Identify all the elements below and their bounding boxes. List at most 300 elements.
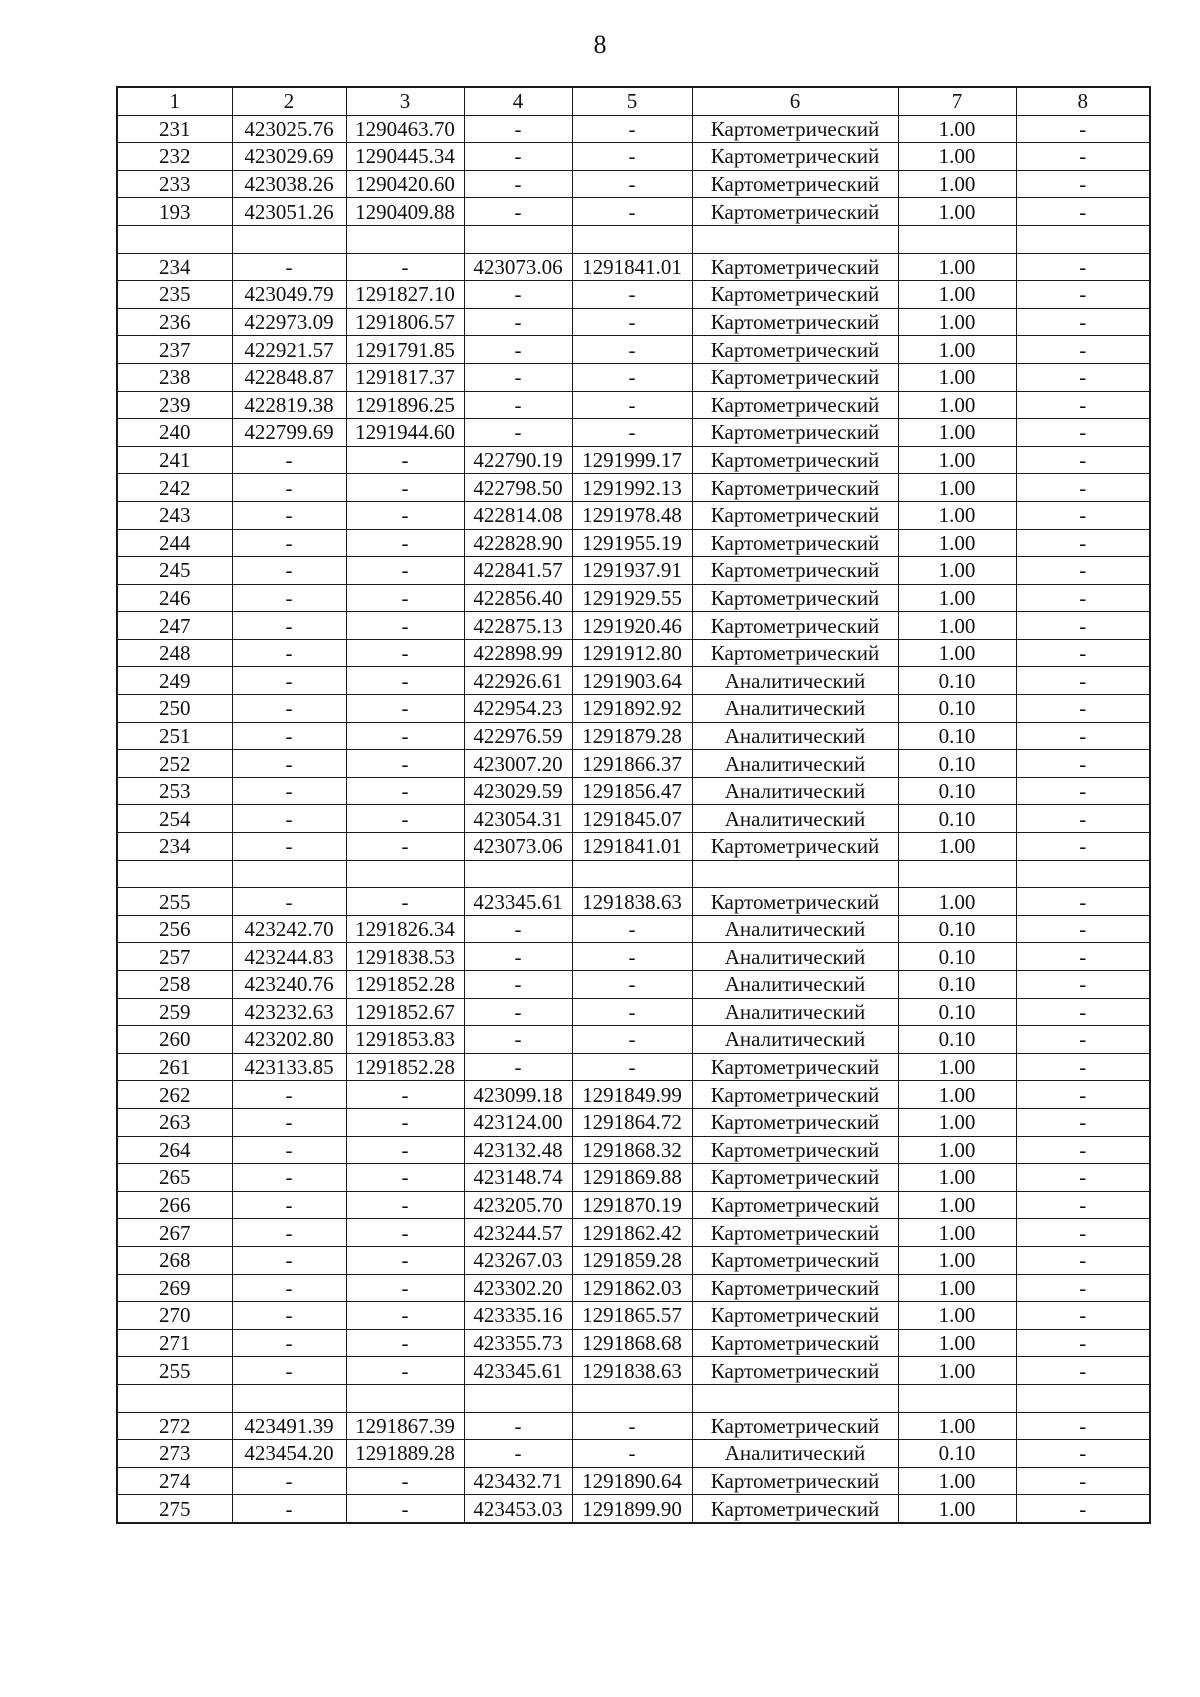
- table-cell: 423202.80: [232, 1026, 346, 1054]
- table-cell: 1.00: [898, 833, 1016, 861]
- table-cell: [898, 1384, 1016, 1412]
- table-row: [117, 115, 1150, 143]
- header-row: [117, 87, 1150, 115]
- table-cell: 1291955.19: [572, 529, 692, 557]
- table-cell: 243: [117, 501, 232, 529]
- table-cell: Картометрический: [692, 115, 898, 143]
- table-cell: 1291868.68: [572, 1329, 692, 1357]
- table-cell: Аналитический: [692, 915, 898, 943]
- table-cell: -: [1016, 1026, 1150, 1054]
- table-cell: Аналитический: [692, 667, 898, 695]
- table-cell: -: [1016, 308, 1150, 336]
- table-cell: -: [346, 557, 464, 585]
- table-cell: [898, 225, 1016, 253]
- table-row: [117, 805, 1150, 833]
- table-cell: -: [572, 281, 692, 309]
- table-cell: -: [1016, 336, 1150, 364]
- table-cell: -: [1016, 1302, 1150, 1330]
- table-row: [117, 915, 1150, 943]
- table-cell: 1.00: [898, 1495, 1016, 1523]
- table-cell: 1291853.83: [346, 1026, 464, 1054]
- table-row: [117, 1081, 1150, 1109]
- table-cell: 0.10: [898, 943, 1016, 971]
- table-row: [117, 750, 1150, 778]
- table-row: [117, 833, 1150, 861]
- table-cell: 263: [117, 1108, 232, 1136]
- table-cell: -: [346, 1357, 464, 1385]
- table-cell: Аналитический: [692, 722, 898, 750]
- table-cell: -: [1016, 1136, 1150, 1164]
- table-cell: -: [1016, 998, 1150, 1026]
- table-cell: 1291868.32: [572, 1136, 692, 1164]
- table-cell: -: [464, 391, 572, 419]
- table-cell: -: [346, 529, 464, 557]
- table-cell: Аналитический: [692, 943, 898, 971]
- table-cell: 1291826.34: [346, 915, 464, 943]
- table-cell: -: [232, 1191, 346, 1219]
- table-cell: Картометрический: [692, 446, 898, 474]
- table-cell: 1290409.88: [346, 198, 464, 226]
- table-cell: 1291920.46: [572, 612, 692, 640]
- table-cell: Картометрический: [692, 170, 898, 198]
- table-cell: -: [232, 1274, 346, 1302]
- table-cell: 255: [117, 888, 232, 916]
- table-cell: -: [1016, 695, 1150, 723]
- table-cell: 254: [117, 805, 232, 833]
- table-cell: 268: [117, 1246, 232, 1274]
- table-cell: 0.10: [898, 1026, 1016, 1054]
- table-row: [117, 253, 1150, 281]
- table-row: [117, 612, 1150, 640]
- table-cell: 239: [117, 391, 232, 419]
- table-cell: 422976.59: [464, 722, 572, 750]
- table-cell: -: [346, 1302, 464, 1330]
- table-cell: -: [346, 888, 464, 916]
- table-cell: 272: [117, 1412, 232, 1440]
- table-cell: 1.00: [898, 557, 1016, 585]
- table-cell: 247: [117, 612, 232, 640]
- table-cell: 1291862.03: [572, 1274, 692, 1302]
- table-cell: -: [572, 1053, 692, 1081]
- table-cell: 266: [117, 1191, 232, 1219]
- table-row: [117, 1467, 1150, 1495]
- table-cell: -: [346, 1136, 464, 1164]
- table-cell: -: [572, 308, 692, 336]
- table-cell: -: [346, 1219, 464, 1247]
- table-cell: Картометрический: [692, 1274, 898, 1302]
- table-cell: -: [346, 446, 464, 474]
- column-header: 2: [232, 87, 346, 115]
- table-cell: 423244.83: [232, 943, 346, 971]
- table-cell: 423049.79: [232, 281, 346, 309]
- table-cell: -: [464, 1412, 572, 1440]
- table-cell: Картометрический: [692, 1191, 898, 1219]
- table-cell: -: [232, 474, 346, 502]
- table-cell: 1.00: [898, 198, 1016, 226]
- column-header: 1: [117, 87, 232, 115]
- table-cell: -: [1016, 391, 1150, 419]
- table-cell: Картометрический: [692, 1329, 898, 1357]
- table-row: [117, 1274, 1150, 1302]
- table-cell: 422856.40: [464, 584, 572, 612]
- table-cell: -: [1016, 1164, 1150, 1192]
- table-cell: 1291870.19: [572, 1191, 692, 1219]
- table-cell: 1291879.28: [572, 722, 692, 750]
- table-cell: -: [572, 363, 692, 391]
- table-row: [117, 419, 1150, 447]
- table-cell: 1291852.28: [346, 971, 464, 999]
- table-cell: 250: [117, 695, 232, 723]
- table-cell: Картометрический: [692, 1081, 898, 1109]
- table-cell: 0.10: [898, 750, 1016, 778]
- table-cell: -: [1016, 667, 1150, 695]
- table-cell: -: [232, 1081, 346, 1109]
- table-cell: Картометрический: [692, 1053, 898, 1081]
- table-cell: 1.00: [898, 501, 1016, 529]
- table-cell: 1291929.55: [572, 584, 692, 612]
- table-cell: [346, 1384, 464, 1412]
- table-cell: -: [1016, 474, 1150, 502]
- table-cell: [572, 860, 692, 888]
- table-cell: 1.00: [898, 1191, 1016, 1219]
- table-cell: -: [464, 1026, 572, 1054]
- table-row: [117, 308, 1150, 336]
- table-cell: -: [1016, 170, 1150, 198]
- column-header: 8: [1016, 87, 1150, 115]
- table-cell: -: [232, 584, 346, 612]
- table-cell: -: [572, 391, 692, 419]
- table-cell: -: [346, 584, 464, 612]
- table-row: [117, 998, 1150, 1026]
- table-cell: -: [232, 639, 346, 667]
- table-row: [117, 1219, 1150, 1247]
- column-header: 5: [572, 87, 692, 115]
- table-cell: -: [1016, 1412, 1150, 1440]
- table-cell: 1.00: [898, 253, 1016, 281]
- table-cell: -: [232, 1246, 346, 1274]
- table-cell: [572, 225, 692, 253]
- table-cell: -: [1016, 557, 1150, 585]
- table-cell: -: [464, 971, 572, 999]
- table-cell: [464, 225, 572, 253]
- table-cell: 273: [117, 1440, 232, 1468]
- table-cell: -: [1016, 777, 1150, 805]
- table-cell: 1.00: [898, 115, 1016, 143]
- table-row: [117, 1440, 1150, 1468]
- table-cell: 271: [117, 1329, 232, 1357]
- table-cell: 423054.31: [464, 805, 572, 833]
- table-cell: -: [1016, 833, 1150, 861]
- table-cell: -: [572, 143, 692, 171]
- table-cell: -: [1016, 1191, 1150, 1219]
- table-cell: -: [232, 1329, 346, 1357]
- table-cell: [692, 860, 898, 888]
- table-cell: [464, 1384, 572, 1412]
- table-cell: -: [232, 1357, 346, 1385]
- table-cell: -: [346, 253, 464, 281]
- table-cell: Картометрический: [692, 391, 898, 419]
- table-row: [117, 1357, 1150, 1385]
- table-cell: [117, 1384, 232, 1412]
- table-cell: 422973.09: [232, 308, 346, 336]
- table-cell: 1291890.64: [572, 1467, 692, 1495]
- table-cell: 1291852.28: [346, 1053, 464, 1081]
- table-cell: -: [1016, 1467, 1150, 1495]
- table-cell: -: [1016, 943, 1150, 971]
- table-cell: 422814.08: [464, 501, 572, 529]
- table-cell: 423232.63: [232, 998, 346, 1026]
- table-cell: Картометрический: [692, 529, 898, 557]
- table-cell: [692, 225, 898, 253]
- table-cell: -: [464, 115, 572, 143]
- table-cell: Аналитический: [692, 805, 898, 833]
- table-cell: 253: [117, 777, 232, 805]
- coordinates-table: [116, 86, 1151, 1524]
- table-row: [117, 667, 1150, 695]
- table-row: [117, 584, 1150, 612]
- table-cell: 1291992.13: [572, 474, 692, 502]
- table-body: [117, 115, 1150, 1523]
- table-cell: -: [464, 1440, 572, 1468]
- table-cell: 262: [117, 1081, 232, 1109]
- table-cell: -: [1016, 888, 1150, 916]
- table-cell: Картометрический: [692, 612, 898, 640]
- table-cell: 1290420.60: [346, 170, 464, 198]
- table-cell: -: [232, 722, 346, 750]
- table-cell: 423132.48: [464, 1136, 572, 1164]
- table-cell: 422898.99: [464, 639, 572, 667]
- table-cell: [572, 1384, 692, 1412]
- table-cell: 423133.85: [232, 1053, 346, 1081]
- table-cell: -: [346, 1164, 464, 1192]
- table-cell: 1291852.67: [346, 998, 464, 1026]
- table-cell: 0.10: [898, 998, 1016, 1026]
- table-cell: -: [232, 805, 346, 833]
- table-cell: 1291838.53: [346, 943, 464, 971]
- table-cell: 1.00: [898, 1357, 1016, 1385]
- table-cell: 275: [117, 1495, 232, 1523]
- table-cell: -: [464, 915, 572, 943]
- table-cell: -: [464, 363, 572, 391]
- table-cell: [232, 860, 346, 888]
- table-cell: -: [346, 1467, 464, 1495]
- table-cell: 264: [117, 1136, 232, 1164]
- table-cell: 1.00: [898, 170, 1016, 198]
- table-cell: 1291937.91: [572, 557, 692, 585]
- table-cell: 423205.70: [464, 1191, 572, 1219]
- table-cell: Картометрический: [692, 474, 898, 502]
- table-cell: -: [232, 888, 346, 916]
- table-cell: Картометрический: [692, 198, 898, 226]
- table-row: [117, 777, 1150, 805]
- table-cell: 1291827.10: [346, 281, 464, 309]
- table-cell: -: [1016, 253, 1150, 281]
- table-cell: 1.00: [898, 888, 1016, 916]
- table-row: [117, 198, 1150, 226]
- table-cell: -: [1016, 1495, 1150, 1523]
- table-cell: -: [232, 695, 346, 723]
- table-cell: 423454.20: [232, 1440, 346, 1468]
- table-cell: 1291896.25: [346, 391, 464, 419]
- table-row: [117, 474, 1150, 502]
- table-cell: 1291869.88: [572, 1164, 692, 1192]
- table-cell: 232: [117, 143, 232, 171]
- table-cell: 422954.23: [464, 695, 572, 723]
- table-row: [117, 860, 1150, 888]
- table-cell: -: [1016, 1108, 1150, 1136]
- table-cell: -: [464, 943, 572, 971]
- table-row: [117, 1384, 1150, 1412]
- table-cell: 1291791.85: [346, 336, 464, 364]
- table-cell: -: [464, 198, 572, 226]
- table-cell: 423432.71: [464, 1467, 572, 1495]
- table-cell: 0.10: [898, 805, 1016, 833]
- table-cell: 1291889.28: [346, 1440, 464, 1468]
- table-cell: [1016, 860, 1150, 888]
- table-cell: Картометрический: [692, 1467, 898, 1495]
- table-cell: 1.00: [898, 446, 1016, 474]
- table-cell: -: [346, 1246, 464, 1274]
- table-cell: -: [1016, 915, 1150, 943]
- table-cell: 423029.59: [464, 777, 572, 805]
- table-cell: [346, 225, 464, 253]
- table-cell: -: [1016, 1053, 1150, 1081]
- table-cell: -: [346, 474, 464, 502]
- table-cell: -: [346, 1495, 464, 1523]
- table-cell: 423073.06: [464, 833, 572, 861]
- table-cell: 1291845.07: [572, 805, 692, 833]
- table-cell: 423051.26: [232, 198, 346, 226]
- table-cell: 1.00: [898, 1467, 1016, 1495]
- table-cell: 270: [117, 1302, 232, 1330]
- table-cell: -: [346, 1108, 464, 1136]
- table-cell: -: [572, 336, 692, 364]
- table-cell: 1291849.99: [572, 1081, 692, 1109]
- table-cell: -: [572, 198, 692, 226]
- table-cell: 1.00: [898, 1053, 1016, 1081]
- table-cell: Аналитический: [692, 695, 898, 723]
- table-cell: 267: [117, 1219, 232, 1247]
- table-cell: Картометрический: [692, 639, 898, 667]
- table-cell: 1291838.63: [572, 1357, 692, 1385]
- table-cell: 234: [117, 833, 232, 861]
- table-cell: 423491.39: [232, 1412, 346, 1440]
- table-row: [117, 722, 1150, 750]
- table-cell: 422921.57: [232, 336, 346, 364]
- table-cell: -: [1016, 1246, 1150, 1274]
- table-cell: 1291864.72: [572, 1108, 692, 1136]
- table-cell: 1.00: [898, 1219, 1016, 1247]
- table-cell: 423345.61: [464, 888, 572, 916]
- table-row: [117, 943, 1150, 971]
- table-cell: 240: [117, 419, 232, 447]
- table-row: [117, 1329, 1150, 1357]
- table-cell: -: [1016, 750, 1150, 778]
- table-cell: -: [1016, 1440, 1150, 1468]
- table-row: [117, 336, 1150, 364]
- table-cell: -: [346, 805, 464, 833]
- table-cell: 1291862.42: [572, 1219, 692, 1247]
- table-cell: Аналитический: [692, 777, 898, 805]
- table-row: [117, 529, 1150, 557]
- table-cell: Картометрический: [692, 363, 898, 391]
- table-cell: Картометрический: [692, 419, 898, 447]
- table-cell: 423240.76: [232, 971, 346, 999]
- table-cell: 237: [117, 336, 232, 364]
- table-cell: 1.00: [898, 1329, 1016, 1357]
- table-cell: 1291859.28: [572, 1246, 692, 1274]
- table-cell: 423453.03: [464, 1495, 572, 1523]
- table-cell: 0.10: [898, 695, 1016, 723]
- table-cell: 423038.26: [232, 170, 346, 198]
- table-cell: -: [346, 612, 464, 640]
- table-cell: 1290463.70: [346, 115, 464, 143]
- table-cell: -: [346, 1191, 464, 1219]
- table-cell: -: [1016, 1219, 1150, 1247]
- table-cell: 244: [117, 529, 232, 557]
- table-row: [117, 971, 1150, 999]
- table-cell: 423242.70: [232, 915, 346, 943]
- table-cell: 274: [117, 1467, 232, 1495]
- table-cell: -: [1016, 612, 1150, 640]
- table-cell: -: [232, 529, 346, 557]
- table-cell: 256: [117, 915, 232, 943]
- table-row: [117, 1164, 1150, 1192]
- table-cell: 1291838.63: [572, 888, 692, 916]
- table-cell: -: [464, 308, 572, 336]
- table-cell: Картометрический: [692, 1412, 898, 1440]
- table-cell: Картометрический: [692, 1108, 898, 1136]
- table-cell: -: [232, 1108, 346, 1136]
- table-cell: -: [232, 833, 346, 861]
- table-cell: 248: [117, 639, 232, 667]
- table-cell: -: [1016, 115, 1150, 143]
- table-cell: 1.00: [898, 143, 1016, 171]
- table-cell: -: [572, 998, 692, 1026]
- table-header: [117, 87, 1150, 115]
- table-cell: Картометрический: [692, 1302, 898, 1330]
- table-cell: -: [346, 1081, 464, 1109]
- table-cell: 1.00: [898, 1081, 1016, 1109]
- table-cell: -: [1016, 1274, 1150, 1302]
- table-cell: 423335.16: [464, 1302, 572, 1330]
- table-cell: -: [232, 253, 346, 281]
- table-cell: -: [1016, 1357, 1150, 1385]
- table-cell: [464, 860, 572, 888]
- table-cell: 1290445.34: [346, 143, 464, 171]
- table-cell: -: [232, 557, 346, 585]
- table-cell: 423007.20: [464, 750, 572, 778]
- table-cell: 423148.74: [464, 1164, 572, 1192]
- table-cell: Картометрический: [692, 1164, 898, 1192]
- table-cell: Аналитический: [692, 998, 898, 1026]
- table-cell: 1.00: [898, 639, 1016, 667]
- table-cell: -: [572, 419, 692, 447]
- table-cell: 1.00: [898, 391, 1016, 419]
- table-cell: -: [572, 1440, 692, 1468]
- table-cell: -: [464, 143, 572, 171]
- table-cell: -: [572, 115, 692, 143]
- table-cell: 1.00: [898, 1136, 1016, 1164]
- table-cell: -: [1016, 805, 1150, 833]
- table-cell: -: [346, 667, 464, 695]
- table-cell: 423099.18: [464, 1081, 572, 1109]
- table-row: [117, 446, 1150, 474]
- table-cell: Картометрический: [692, 584, 898, 612]
- table-row: [117, 1495, 1150, 1523]
- table-cell: 260: [117, 1026, 232, 1054]
- table-cell: 423244.57: [464, 1219, 572, 1247]
